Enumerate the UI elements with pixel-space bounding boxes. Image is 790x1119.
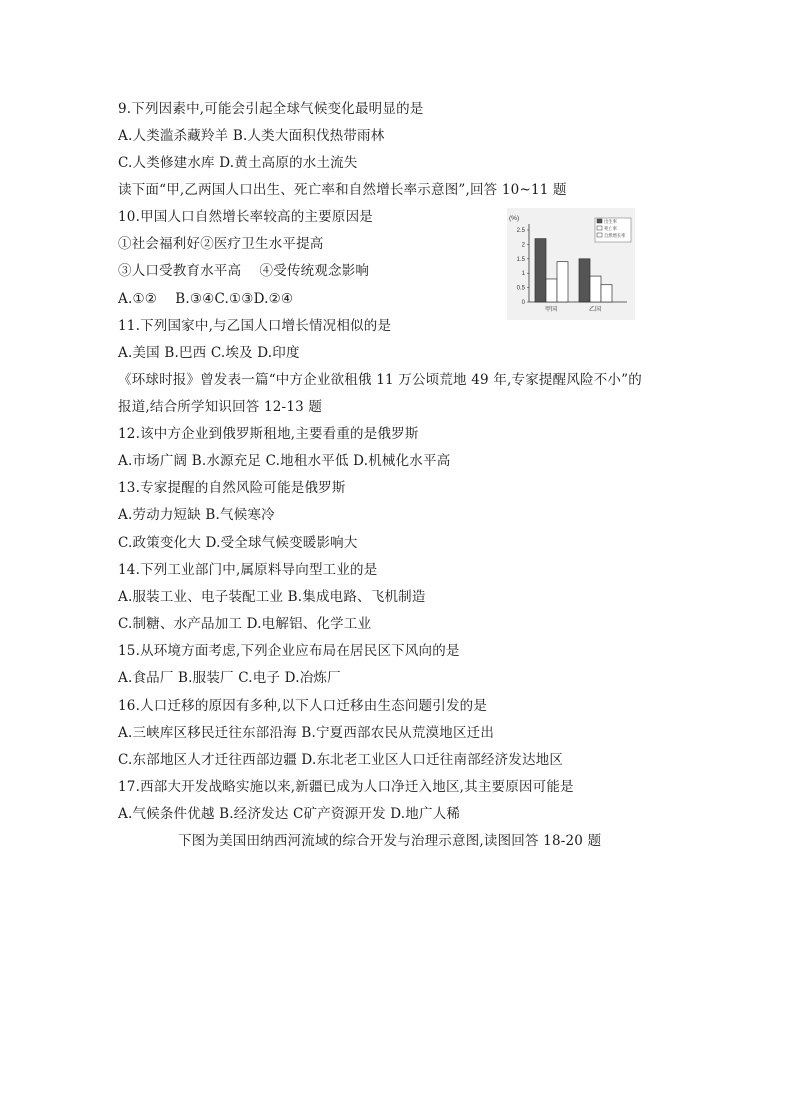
y-tick-label: 0 [521,300,525,306]
y-tick-label: 2 [521,242,525,249]
bar [546,279,557,302]
text-line: 下图为美国田纳西河流域的综合开发与治理示意图,读图回答 18-20 题 [178,833,602,849]
text-line: 报道,结合所学知识回答 12-13 题 [118,399,323,415]
text-line: 读下面“甲,乙两国人口出生、死亡率和自然增长率示意图”,回答 10~11 题 [118,182,567,198]
legend-swatch [597,226,602,230]
text-line: A.①② B.③④C.①③D.②④ [118,291,294,307]
text-line: A.市场广阔 B.水源充足 C.地租水平低 D.机械化水平高 [118,453,451,469]
legend-label: 自然增长率 [604,234,626,239]
legend-swatch [597,219,602,223]
y-tick-label: 1.5 [516,256,525,263]
text-line: C.制糖、水产品加工 D.电解铝、化学工业 [118,616,372,632]
text-line: A.劳动力短缺 B.气候寒冷 [118,507,275,523]
text-line: 9.下列因素中,可能会引起全球气候变化最明显的是 [118,101,424,117]
text-line: A.服装工业、电子装配工业 B.集成电路、飞机制造 [118,589,426,605]
text-line: 13.专家提醒的自然风险可能是俄罗斯 [118,480,346,496]
y-tick-label: 1 [521,271,525,278]
text-line: C.人类修建水库 D.黄土高原的水土流失 [118,155,358,171]
legend-swatch [597,233,602,237]
bar [557,262,568,302]
text-line: C.政策变化大 D.受全球气候变暖影响大 [118,535,358,551]
population-chart [507,208,635,320]
bar [535,239,546,302]
bar [601,285,612,302]
text-line: 10.甲国人口自然增长率较高的主要原因是 [118,209,373,225]
x-tick-label: 乙国 [588,307,602,313]
x-tick-label: 甲国 [544,307,558,313]
text-line: 15.从环境方面考虑,下列企业应布局在居民区下风向的是 [118,643,460,659]
text-line: A.人类滥杀藏羚羊 B.人类大面积伐热带雨林 [118,128,385,144]
population-chart-svg [507,208,635,320]
text-line: 17.西部大开发战略实施以来,新疆已成为人口净迁入地区,其主要原因可能是 [118,779,574,795]
legend-label: 死亡率 [604,227,617,232]
text-line: A.三峡库区移民迁往东部沿海 B.宁夏西部农民从荒漠地区迁出 [118,725,495,741]
text-line: ①社会福利好②医疗卫生水平提高 [118,236,324,252]
y-axis-unit: (%) [509,215,520,222]
bar [579,259,590,302]
text-line: 14.下列工业部门中,属原料导向型工业的是 [118,562,378,578]
text-line: A.气候条件优越 B.经济发达 C矿产资源开发 D.地广人稀 [118,806,461,822]
text-line: C.东部地区人才迁往西部边疆 D.东北老工业区人口迁往南部经济发达地区 [118,752,564,768]
text-line: A.食品厂 B.服装厂 C.电子 D.冶炼厂 [118,670,341,686]
text-line: ③人口受教育水平高 ④受传统观念影响 [118,263,370,279]
text-line: 11.下列国家中,与乙国人口增长情况相似的是 [118,318,392,334]
legend-label: 出生率 [604,220,617,225]
text-line: A.美国 B.巴西 C.埃及 D.印度 [118,345,300,361]
y-tick-label: 2.5 [516,228,525,234]
text-line: 16.人口迁移的原因有多种,以下人口迁移由生态问题引发的是 [118,698,488,714]
text-line: 12.该中方企业到俄罗斯租地,主要看重的是俄罗斯 [118,426,419,442]
y-tick-label: 0.5 [516,285,525,292]
bar [590,276,601,302]
text-line: 《环球时报》曾发表一篇“中方企业欲租俄 11 万公顷荒地 49 年,专家提醒风险不小”的 [118,372,642,388]
